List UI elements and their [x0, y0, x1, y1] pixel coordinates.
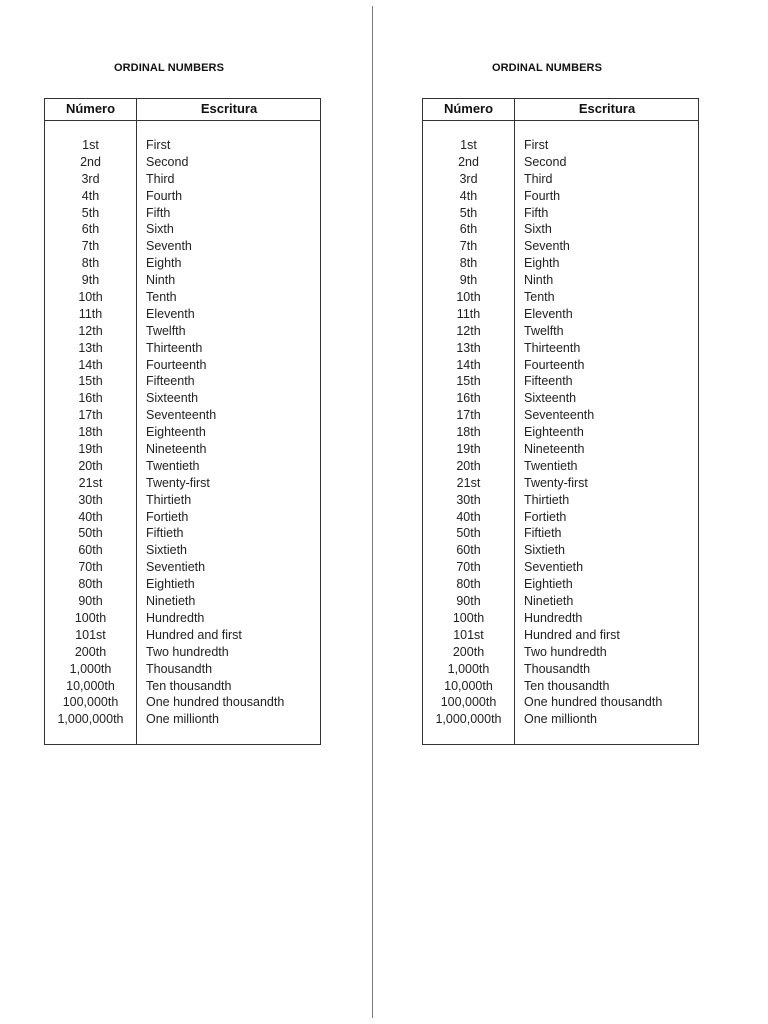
ordinal-numeral: 1st: [460, 138, 477, 152]
ordinal-word: Fortieth: [146, 509, 189, 524]
ordinal-numeral: 40th: [456, 509, 481, 524]
ordinal-word: Ninetieth: [146, 594, 196, 609]
ordinal-numeral: 12th: [456, 323, 481, 338]
table-row: [45, 357, 320, 374]
table-row: [423, 627, 698, 644]
ordinal-numeral: 80th: [78, 577, 103, 592]
ordinal-word: One hundred thousandth: [146, 695, 285, 710]
ordinal-word: Third: [146, 171, 175, 186]
table-row: [423, 559, 698, 576]
table-row: [423, 424, 698, 441]
table-row: [45, 272, 320, 289]
ordinal-numeral: 101st: [75, 627, 106, 642]
ordinal-numeral: 18th: [456, 425, 481, 440]
ordinal-numeral: 30th: [78, 492, 103, 507]
ordinal-numeral: 11th: [456, 306, 481, 321]
table-row: [45, 390, 320, 407]
ordinal-word: Fifth: [524, 205, 549, 220]
page-fold-divider: [372, 6, 373, 1018]
table-row: [423, 509, 698, 526]
ordinal-word: Eightieth: [146, 577, 195, 592]
ordinal-word: Twentieth: [146, 458, 200, 473]
ordinal-word: Twelfth: [146, 323, 186, 338]
ordinal-word: First: [146, 138, 171, 152]
ordinal-word: Ten thousandth: [524, 678, 610, 693]
ordinal-numeral: 100th: [452, 610, 485, 625]
table-row: [423, 373, 698, 390]
table-row: [45, 238, 320, 255]
ordinal-numeral: 10th: [78, 290, 103, 305]
ordinal-numeral: 17th: [456, 408, 481, 423]
table-row: [45, 610, 320, 627]
ordinal-word: Eightieth: [524, 577, 573, 592]
ordinal-word: Seventh: [146, 239, 192, 254]
ordinal-numeral: 10,000th: [66, 678, 115, 693]
ordinal-word: Fiftieth: [146, 526, 184, 541]
ordinal-numeral: 7th: [459, 239, 478, 254]
ordinal-word: Tenth: [524, 290, 555, 305]
table-row: [423, 458, 698, 475]
table-row: [423, 661, 698, 678]
table-row: [423, 255, 698, 272]
ordinal-word: One hundred thousandth: [524, 695, 663, 710]
ordinal-numeral: 9th: [459, 273, 478, 288]
table-row: [423, 357, 698, 374]
header-rule: [45, 120, 320, 121]
ordinal-word: Seventieth: [146, 560, 206, 575]
ordinal-word: Second: [146, 154, 189, 169]
table-row: [45, 593, 320, 610]
ordinal-word: Fifteenth: [146, 374, 195, 389]
table-row: [423, 644, 698, 661]
table-row: [45, 424, 320, 441]
ordinal-word: Eleventh: [146, 306, 195, 321]
ordinal-word: Hundred and first: [524, 627, 620, 642]
ordinal-word: Sixth: [146, 222, 174, 237]
ordinal-word: Third: [524, 171, 553, 186]
header-escritura: Escritura: [578, 101, 636, 116]
table-row: [45, 306, 320, 323]
table-row: [45, 525, 320, 542]
table-row: [45, 171, 320, 188]
table-row: [45, 340, 320, 357]
ordinal-word: Eighth: [146, 256, 182, 271]
table-row: [45, 678, 320, 695]
ordinal-numeral: 4th: [459, 188, 478, 203]
table-row: [45, 661, 320, 678]
table-row: [423, 525, 698, 542]
ordinal-numeral: 10,000th: [444, 678, 493, 693]
ordinal-numeral: 16th: [456, 391, 481, 406]
table-row: [423, 272, 698, 289]
ordinal-numeral: 2nd: [80, 154, 101, 169]
table-row: [423, 542, 698, 559]
table-row: [45, 576, 320, 593]
ordinal-numeral: 100th: [74, 610, 107, 625]
ordinal-numeral: 70th: [456, 560, 481, 575]
ordinal-word: Ninth: [524, 273, 554, 288]
table-rows: [423, 137, 698, 728]
ordinal-word: Ninetieth: [524, 594, 574, 609]
ordinal-numeral: 8th: [81, 256, 100, 271]
ordinal-numeral: 13th: [78, 340, 103, 355]
table-row: [423, 407, 698, 424]
ordinal-word: Hundredth: [524, 610, 583, 625]
ordinal-numeral: 90th: [78, 594, 103, 609]
ordinal-word: Thirtieth: [524, 492, 570, 507]
table-row: [45, 205, 320, 222]
ordinal-word: Sixtieth: [524, 543, 565, 558]
ordinal-word: Sixteenth: [146, 391, 199, 406]
table-row: [423, 188, 698, 205]
table-row: [45, 188, 320, 205]
table-row: [423, 340, 698, 357]
ordinal-numeral: 15th: [456, 374, 481, 389]
sheet-title: ORDINAL NUMBERS: [113, 62, 225, 74]
ordinal-numeral: 14th: [456, 357, 481, 372]
ordinal-word: Thousandth: [524, 661, 591, 676]
ordinal-numeral: 10th: [456, 290, 481, 305]
table-row: [45, 644, 320, 661]
ordinal-word: Seventeenth: [524, 408, 595, 423]
ordinal-numeral: 60th: [456, 543, 481, 558]
ordinal-word: Ninth: [146, 273, 176, 288]
ordinal-numeral: 40th: [78, 509, 103, 524]
table-row: [423, 694, 698, 711]
table-row: [423, 610, 698, 627]
ordinal-numeral: 50th: [456, 526, 481, 541]
ordinal-word: Sixteenth: [524, 391, 577, 406]
ordinal-word: Seventh: [524, 239, 570, 254]
table-row: [45, 373, 320, 390]
table-row: [45, 255, 320, 272]
table-row: [45, 289, 320, 306]
ordinal-numeral: 3rd: [459, 171, 478, 186]
ordinal-word: Sixtieth: [146, 543, 187, 558]
table-row: [423, 323, 698, 340]
table-row: [45, 711, 320, 728]
table-row: [45, 137, 320, 154]
ordinal-numeral: 5th: [459, 205, 478, 220]
table-row: [45, 627, 320, 644]
table-row: [423, 678, 698, 695]
table-row: [45, 694, 320, 711]
ordinal-numeral: 6th: [459, 222, 478, 237]
table-row: [45, 458, 320, 475]
ordinal-numeral: 101st: [453, 627, 484, 642]
ordinal-word: Eighteenth: [524, 425, 584, 440]
ordinal-numeral: 90th: [456, 594, 481, 609]
ordinal-word: Twenty-first: [146, 475, 210, 490]
ordinal-numeral: 30th: [456, 492, 481, 507]
ordinal-word: Ten thousandth: [146, 678, 232, 693]
table-row: [423, 238, 698, 255]
ordinal-word: Eleventh: [524, 306, 573, 321]
header-numero: Número: [443, 101, 494, 116]
ordinal-numeral: 11th: [78, 306, 103, 321]
ordinal-word: One millionth: [146, 712, 219, 727]
ordinal-word: Fortieth: [524, 509, 567, 524]
table-row: [45, 559, 320, 576]
ordinal-numeral: 1,000,000th: [57, 712, 124, 727]
ordinal-table: [44, 98, 321, 745]
ordinal-word: Seventieth: [524, 560, 584, 575]
sheet-title: ORDINAL NUMBERS: [491, 62, 603, 74]
ordinal-word: Hundredth: [146, 610, 205, 625]
ordinal-numeral: 3rd: [81, 171, 100, 186]
ordinal-numeral: 5th: [81, 205, 100, 220]
ordinal-numeral: 100,000th: [62, 695, 119, 710]
ordinal-word: Thousandth: [146, 661, 213, 676]
ordinal-word: Fourth: [524, 188, 561, 203]
ordinal-numeral: 4th: [81, 188, 100, 203]
ordinal-numeral: 200th: [74, 644, 107, 659]
ordinal-numeral: 9th: [81, 273, 100, 288]
ordinal-numeral: 6th: [81, 222, 100, 237]
ordinal-word: Twenty-first: [524, 475, 588, 490]
ordinal-numeral: 8th: [459, 256, 478, 271]
ordinal-numeral: 15th: [78, 374, 103, 389]
ordinal-numeral: 12th: [78, 323, 103, 338]
ordinal-word: Thirtieth: [146, 492, 192, 507]
ordinal-word: Fiftieth: [524, 526, 562, 541]
table-row: [423, 711, 698, 728]
table-row: [423, 221, 698, 238]
header-numero: Número: [65, 101, 116, 116]
ordinal-numeral: 70th: [78, 560, 103, 575]
table-row: [423, 390, 698, 407]
ordinal-word: Twelfth: [524, 323, 564, 338]
ordinal-word: Tenth: [146, 290, 177, 305]
ordinal-word: Fourteenth: [146, 357, 207, 372]
table-row: [45, 323, 320, 340]
ordinal-word: Nineteenth: [146, 442, 207, 457]
table-row: [423, 306, 698, 323]
ordinal-numeral: 7th: [81, 239, 100, 254]
ordinal-numeral: 21st: [456, 475, 481, 490]
table-row: [45, 441, 320, 458]
table-row: [45, 154, 320, 171]
table-row: [423, 289, 698, 306]
ordinal-numeral: 16th: [78, 391, 103, 406]
ordinal-numeral: 2nd: [458, 154, 479, 169]
ordinal-numeral: 1,000th: [447, 661, 490, 676]
ordinal-numeral: 1,000th: [69, 661, 112, 676]
ordinal-word: Second: [524, 154, 567, 169]
table-row: [45, 221, 320, 238]
ordinal-numeral: 17th: [78, 408, 103, 423]
table-row: [423, 137, 698, 154]
ordinal-word: First: [524, 138, 549, 152]
ordinal-word: Eighteenth: [146, 425, 206, 440]
ordinal-numeral: 19th: [78, 442, 103, 457]
ordinal-numeral: 100,000th: [440, 695, 497, 710]
ordinal-word: Thirteenth: [524, 340, 581, 355]
ordinal-word: Fifth: [146, 205, 171, 220]
ordinal-numeral: 13th: [456, 340, 481, 355]
table-row: [423, 492, 698, 509]
ordinal-numeral: 20th: [456, 458, 481, 473]
header-rule: [423, 120, 698, 121]
ordinal-word: Two hundredth: [146, 644, 229, 659]
table-row: [423, 154, 698, 171]
header-escritura: Escritura: [200, 101, 258, 116]
ordinal-word: Hundred and first: [146, 627, 242, 642]
ordinal-word: Eighth: [524, 256, 560, 271]
ordinal-numeral: 19th: [456, 442, 481, 457]
ordinal-word: Nineteenth: [524, 442, 585, 457]
ordinal-word: Fourteenth: [524, 357, 585, 372]
ordinal-word: Two hundredth: [524, 644, 607, 659]
table-row: [45, 407, 320, 424]
ordinal-numeral: 14th: [78, 357, 103, 372]
ordinal-numeral: 80th: [456, 577, 481, 592]
table-row: [423, 171, 698, 188]
table-row: [423, 475, 698, 492]
table-row: [45, 475, 320, 492]
ordinal-numeral: 1st: [82, 138, 99, 152]
table-row: [45, 542, 320, 559]
ordinal-numeral: 200th: [452, 644, 485, 659]
table-row: [423, 593, 698, 610]
ordinal-numeral: 18th: [78, 425, 103, 440]
ordinal-word: Twentieth: [524, 458, 578, 473]
ordinal-numeral: 1,000,000th: [435, 712, 502, 727]
table-row: [423, 205, 698, 222]
table-row: [45, 492, 320, 509]
ordinal-word: Fourth: [146, 188, 183, 203]
ordinal-word: Fifteenth: [524, 374, 573, 389]
ordinal-numeral: 20th: [78, 458, 103, 473]
ordinal-numeral: 50th: [78, 526, 103, 541]
table-row: [423, 576, 698, 593]
ordinal-word: One millionth: [524, 712, 597, 727]
ordinal-numeral: 21st: [78, 475, 103, 490]
ordinal-table: [422, 98, 699, 745]
ordinal-word: Sixth: [524, 222, 552, 237]
table-row: [423, 441, 698, 458]
table-row: [45, 509, 320, 526]
ordinal-word: Thirteenth: [146, 340, 203, 355]
ordinal-numeral: 60th: [78, 543, 103, 558]
table-rows: [45, 137, 320, 728]
ordinal-word: Seventeenth: [146, 408, 217, 423]
